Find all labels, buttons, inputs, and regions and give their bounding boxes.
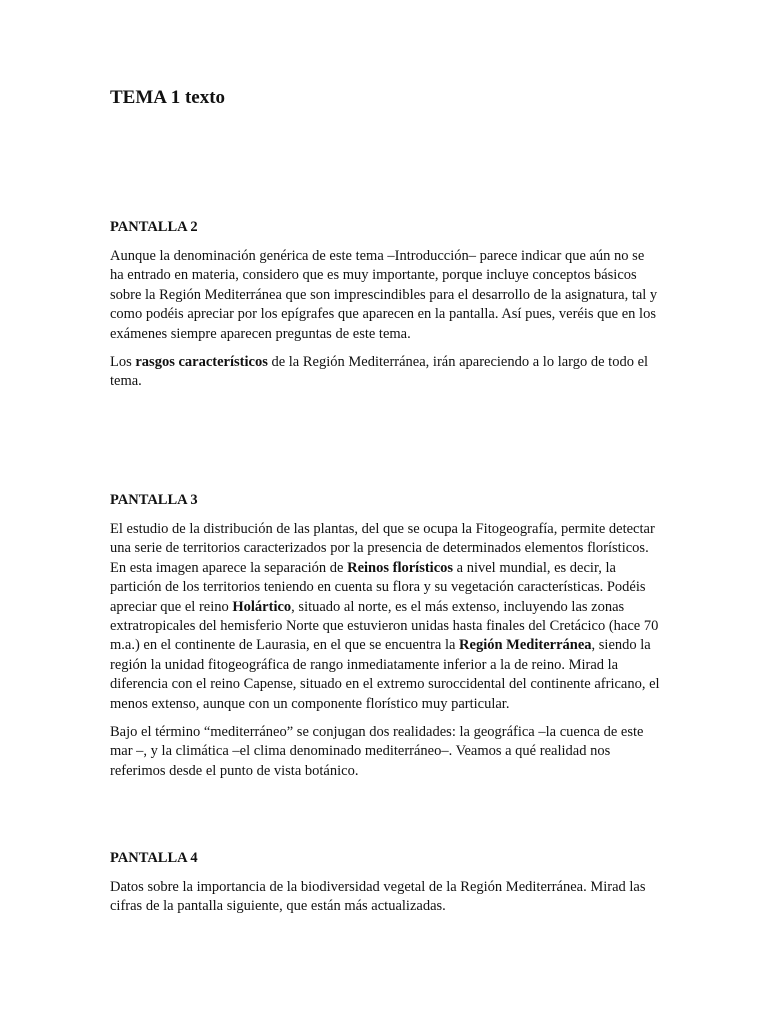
paragraph (110, 878, 660, 917)
text-run: Los (110, 354, 136, 371)
bold-term: Región Mediterránea (459, 637, 592, 654)
paragraph (110, 247, 660, 344)
text-run: Aunque la denominación genérica de este tema –Introducción– parece indicar que aún no se ha entrado en materia, considero que es muy importante, porque incluye conceptos básicos sobre la Región Mediterránea que son imprescindibles para el desarrollo de la asignatura, tal y como podéis apreciar por los epígrafes que aparecen en la pantalla. Así pues, veréis que en los exámenes siempre aparecen preguntas de este tema. (110, 248, 658, 342)
text-run: de la Región Mediterránea, irán apareciendo a lo largo de todo el tema. (110, 354, 649, 390)
document-title: TEMA 1 texto (110, 87, 226, 108)
section-heading: PANTALLA 4 (110, 850, 198, 866)
paragraph (110, 520, 660, 714)
text-run: Datos sobre la importancia de la biodiversidad vegetal de la Región Mediterránea. Mirad las cifras de la pantalla siguiente, que están más actualizadas. (110, 879, 646, 915)
text-run: El estudio de la distribución de las plantas, del que se ocupa la Fitogeografía, permite detectar una serie de territorios caracterizados por la presencia de determinados elementos florísticos. En esta imagen aparece la separación de (110, 521, 655, 576)
text-run: , situado al norte, es el más extenso, incluyendo las zonas extratropicales del hemisferio Norte que estuvieron unidas hasta finales del Cretácico (hace 70 m.a.) en el continente de Laurasia, en el que se encuentra la (110, 598, 659, 654)
section-pantalla-4 (110, 849, 660, 926)
section-heading: PANTALLA 2 (110, 219, 198, 235)
bold-term: rasgos característicos (135, 354, 268, 371)
paragraph (110, 723, 660, 781)
text-run: , siendo la región la unidad fitogeográfica de rango inmediatamente inferior a la de reino. Mirad la diferencia con el reino Capense, situado en el extremo suroccidental del continente africano, el menos extenso, aunque con un componente florístico muy particular. (110, 637, 660, 712)
bold-term: Holártico (232, 598, 292, 615)
section-pantalla-2 (110, 218, 660, 401)
text-run: Bajo el término “mediterráneo” se conjugan dos realidades: la geográfica –la cuenca de este mar –, y la climática –el clima denominado mediterráneo–. Veamos a qué realidad nos referimos desde el punto de vista botánico. (110, 724, 644, 779)
bold-term: Reinos florísticos (347, 559, 454, 576)
text-run: a nivel mundial, es decir, la partición de los territorios teniendo en cuenta su flora y su vegetación características. Podéis apreciar que el reino (110, 559, 646, 615)
section-pantalla-3 (110, 491, 660, 790)
section-heading: PANTALLA 3 (110, 492, 198, 508)
paragraph (110, 353, 660, 392)
